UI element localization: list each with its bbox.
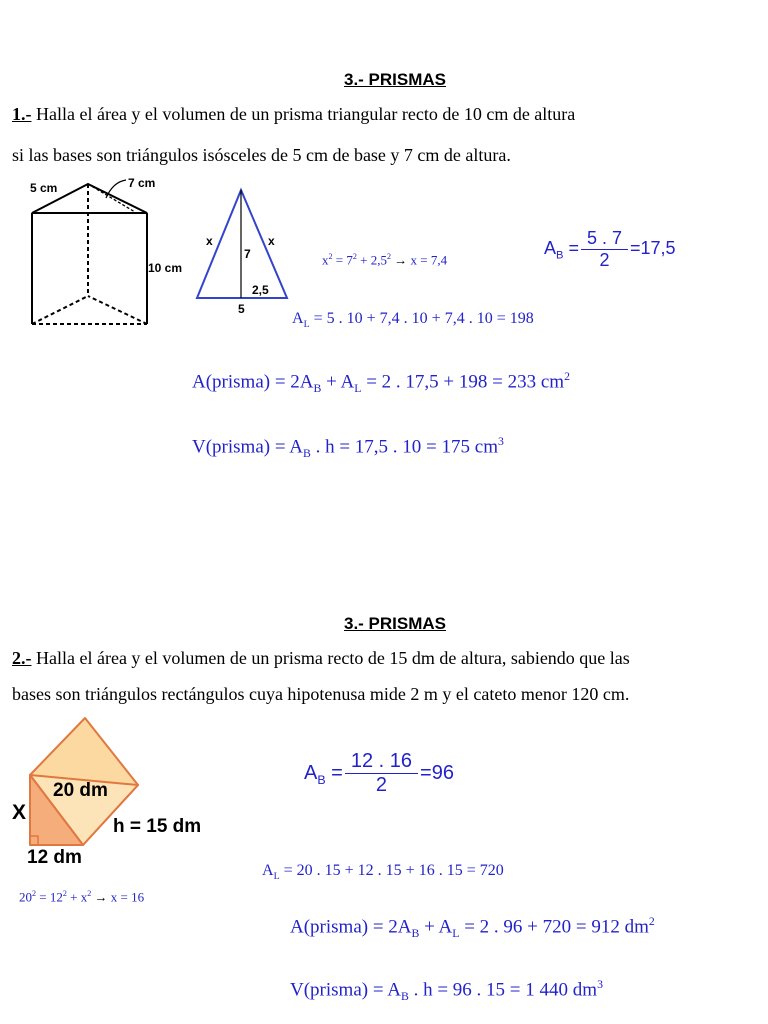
total-area-formula-2: A(prisma) = $2A_B + A_L = 2$ . 96 + 720 = 912 $dm^2$ bbox=[290, 915, 655, 941]
section2-heading: 3.- PRISMAS bbox=[344, 614, 447, 633]
volume-formula-1: V(prisma) = $A_B$ . h = 17,5 . 10 = 175 $cm^3$ bbox=[192, 435, 504, 461]
triangle1-base-label: 5 bbox=[238, 302, 245, 316]
base-area-formula-2: $A_B$ = $\frac{12 . 16}{2}$ =96 bbox=[304, 750, 454, 796]
problem2-statement-line2: bases son triángulos rectángulos cuya hipotenusa mide 2 m y el cateto menor 120 cm. bbox=[12, 684, 630, 704]
total-area-formula-1: A(prisma) = $2A_B + A_L = 2$ . 17,5 + 198 = 233 $cm^2$ bbox=[192, 370, 570, 396]
lateral-area-formula-2: $A_L = 20$ . 15 + 12 . 15 + 16 . 15 = 720 bbox=[262, 862, 504, 883]
volume-formula-2: V(prisma) = $A_B$ . h = 96 . 15 = 1 440 $dm^3$ bbox=[290, 978, 603, 1004]
triangle1-right-side-label: x bbox=[268, 234, 275, 248]
section1-heading: 3.- PRISMAS bbox=[344, 70, 447, 89]
problem2-text-1: Halla el área y el volumen de un prisma recto de 15 dm de altura, sabiendo que las bbox=[31, 648, 630, 668]
triangle1-left-side-label: x bbox=[206, 234, 213, 248]
pythagoras-formula-1: $x^2 = 7^2 + 2,5^2 \to x = 7,4$ bbox=[322, 252, 448, 268]
triangle1-altitude-label: 7 bbox=[244, 247, 251, 261]
prism2-hypotenuse-label: 20 dm bbox=[53, 780, 108, 801]
problem1-text-1: Halla el área y el volumen de un prisma triangular recto de 10 cm de altura bbox=[31, 104, 576, 124]
pythagoras-formula-2: $20^2 = 12^2 + x^2 \to x = 16$ bbox=[19, 889, 145, 905]
prism1-alt-label: 7 cm bbox=[128, 176, 156, 190]
problem1-number: 1.- bbox=[12, 104, 32, 124]
base-area-formula-1: $A_B$ = $\frac{5 . 7}{2}$ =17,5 bbox=[544, 228, 676, 270]
prism1-height-label: 10 cm bbox=[148, 261, 183, 275]
problem1-statement-line2: si las bases son triángulos isósceles de 5 cm de base y 7 cm de altura. bbox=[12, 145, 511, 165]
prism2-x-label: X bbox=[12, 801, 27, 824]
prism1-base-label: 5 cm bbox=[30, 181, 58, 195]
triangle1-half-base-label: 2,5 bbox=[252, 283, 269, 297]
problem2-number: 2.- bbox=[12, 648, 32, 668]
prism2-height-label: h = 15 dm bbox=[113, 816, 202, 837]
lateral-area-formula-1: $A_L = 5$ . 10 + 7,4 . 10 + 7,4 . 10 = 198 bbox=[292, 310, 534, 331]
prism2-leg-label: 12 dm bbox=[27, 847, 82, 868]
